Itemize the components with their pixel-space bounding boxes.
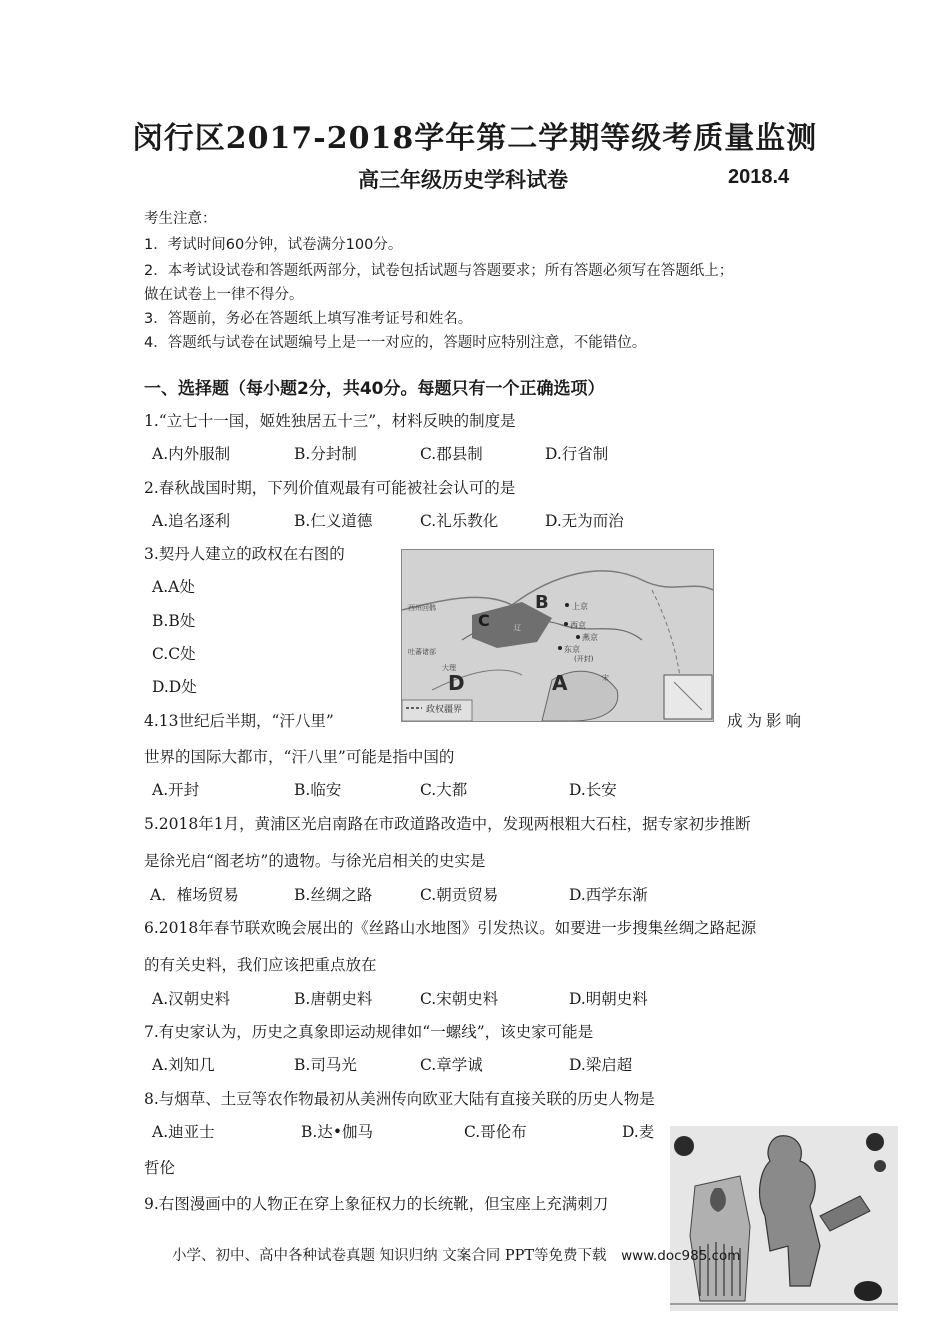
liao-song-map bbox=[401, 549, 714, 722]
map-drawing bbox=[402, 550, 713, 721]
q7-option-c: C.章学诚 bbox=[420, 1056, 483, 1074]
q1-option-b: B.分封制 bbox=[294, 445, 357, 463]
map-label-tubo: 吐蕃诸部 bbox=[408, 648, 436, 656]
q2-option-a: A.追名逐利 bbox=[152, 512, 231, 530]
q3-option-d: D.D处 bbox=[152, 678, 197, 696]
q8-option-a: A.迪亚士 bbox=[152, 1123, 215, 1141]
q6-option-d: D.明朝史料 bbox=[569, 990, 648, 1008]
question-4-stem-cont: 世界的国际大都市，“汗八里”可能是指中国的 bbox=[144, 748, 455, 766]
q2-option-d: D.无为而治 bbox=[545, 512, 624, 530]
map-label-c: C bbox=[478, 611, 490, 630]
question-6-stem: 6.2018年春节联欢晚会展出的《丝路山水地图》引发热议。如要进一步搜集丝绸之路起源 bbox=[144, 919, 757, 937]
map-label-b: B bbox=[535, 592, 549, 613]
q5-option-a: A．榷场贸易 bbox=[150, 886, 239, 904]
footer-site-link[interactable]: www.doc985.com bbox=[621, 1248, 741, 1264]
political-cartoon-image bbox=[670, 1126, 898, 1311]
q3-option-b: B.B处 bbox=[152, 612, 196, 630]
notice-item-3: 3．答题前，务必在答题纸上填写准考证号和姓名。 bbox=[144, 311, 473, 327]
q8-option-d: D.麦 bbox=[622, 1123, 655, 1141]
map-label-liao: 辽 bbox=[514, 624, 521, 632]
question-4-stem-right: 成为影响 bbox=[727, 712, 806, 730]
map-label-kaifeng: (开封) bbox=[574, 655, 594, 663]
q1-option-c: C.郡县制 bbox=[420, 445, 483, 463]
q3-option-c: C.C处 bbox=[152, 645, 196, 663]
q4-option-a: A.开封 bbox=[152, 781, 200, 799]
q5-option-c: C.朝贡贸易 bbox=[420, 886, 499, 904]
footer-ad bbox=[172, 1244, 740, 1265]
q7-option-d: D.梁启超 bbox=[569, 1056, 633, 1074]
q4-option-c: C.大都 bbox=[420, 781, 468, 799]
notice-item-2-cont: 做在试卷上一律不得分。 bbox=[144, 287, 304, 303]
map-label-shangjing: 上京 bbox=[572, 602, 588, 611]
q5-option-b: B.丝绸之路 bbox=[294, 886, 373, 904]
notice-item-4: 4．答题纸与试卷在试题编号上是一一对应的，答题时应特别注意，不能错位。 bbox=[144, 335, 647, 351]
exam-date: 2018.4 bbox=[728, 166, 790, 188]
map-label-dali: 大理 bbox=[442, 664, 456, 672]
footer-text: 小学、初中、高中各种试卷真题 知识归纳 文案合同 PPT等免费下载 bbox=[172, 1248, 607, 1264]
question-7-stem: 7.有史家认为，历史之真象即运动规律如“一螺线”，该史家可能是 bbox=[144, 1023, 594, 1041]
q4-option-d: D.长安 bbox=[569, 781, 617, 799]
question-8-wrap: 哲伦 bbox=[144, 1159, 176, 1177]
q1-option-d: D.行省制 bbox=[545, 445, 609, 463]
map-label-yanjing: 燕京 bbox=[582, 633, 598, 642]
page-subtitle: 高三年级历史学科试卷 bbox=[358, 167, 568, 192]
question-3-stem: 3.契丹人建立的政权在右图的 bbox=[144, 545, 345, 563]
question-5-stem: 5.2018年1月，黄浦区光启南路在市政道路改造中，发现两根粗大石柱，据专家初步推断 bbox=[144, 815, 751, 833]
question-2-stem: 2.春秋战国时期，下列价值观最有可能被社会认可的是 bbox=[144, 479, 516, 497]
q5-option-d: D.西学东渐 bbox=[569, 886, 648, 904]
question-8-stem: 8.与烟草、土豆等农作物最初从美洲传向欧亚大陆有直接关联的历史人物是 bbox=[144, 1090, 655, 1108]
question-9-stem: 9.右图漫画中的人物正在穿上象征权力的长统靴，但宝座上充满刺刀 bbox=[144, 1195, 609, 1213]
map-label-song: 宋 bbox=[602, 674, 609, 682]
question-5-stem-cont: 是徐光启“阁老坊”的遗物。与徐光启相关的史实是 bbox=[144, 852, 486, 870]
q8-option-c: C.哥伦布 bbox=[464, 1123, 527, 1141]
map-label-xijing: 西京 bbox=[570, 621, 586, 630]
map-inset bbox=[664, 675, 712, 719]
q7-option-b: B.司马光 bbox=[294, 1056, 357, 1074]
section-heading: 一、选择题（每小题2分，共40分。每题只有一个正确选项） bbox=[144, 379, 605, 399]
map-label-a: A bbox=[552, 671, 568, 695]
q1-option-a: A.内外服制 bbox=[152, 445, 231, 463]
notice-item-1: 1．考试时间60分钟，试卷满分100分。 bbox=[144, 237, 403, 253]
question-4-stem: 4.13世纪后半期，“汗八里” bbox=[144, 712, 334, 730]
q2-option-c: C.礼乐教化 bbox=[420, 512, 499, 530]
page-title: 闵行区2017-2018学年第二学期等级考质量监测 bbox=[132, 121, 818, 156]
q6-option-a: A.汉朝史料 bbox=[152, 990, 231, 1008]
map-label-xizhou: 西州回鹘 bbox=[408, 604, 436, 612]
notice-item-2: 2．本考试设试卷和答题纸两部分，试卷包括试题与答题要求；所有答题必须写在答题纸上； bbox=[144, 263, 734, 279]
q6-option-c: C.宋朝史料 bbox=[420, 990, 499, 1008]
notice-heading: 考生注意： bbox=[144, 211, 217, 227]
cartoon-drawing bbox=[670, 1126, 898, 1311]
q4-option-b: B.临安 bbox=[294, 781, 342, 799]
map-legend-label: 政权疆界 bbox=[426, 705, 463, 715]
q7-option-a: A.刘知几 bbox=[152, 1056, 215, 1074]
question-1-stem: 1.“立七十一国，姬姓独居五十三”，材料反映的制度是 bbox=[144, 412, 516, 430]
q6-option-b: B.唐朝史料 bbox=[294, 990, 373, 1008]
question-6-stem-cont: 的有关史料，我们应该把重点放在 bbox=[144, 956, 377, 974]
map-label-d: D bbox=[448, 671, 465, 695]
map-label-dongjing: 东京 bbox=[564, 645, 580, 654]
q2-option-b: B.仁义道德 bbox=[294, 512, 373, 530]
q8-option-b: B.达•伽马 bbox=[301, 1123, 373, 1141]
q3-option-a: A.A处 bbox=[152, 578, 195, 596]
